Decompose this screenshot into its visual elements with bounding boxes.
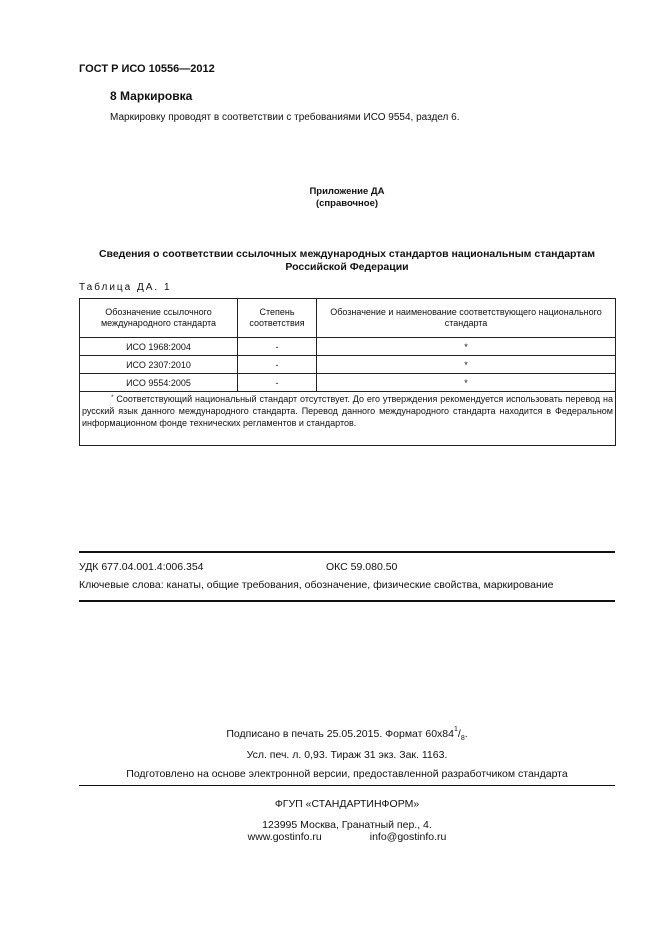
divider-line [79,551,615,553]
publisher-name: ФГУП «СТАНДАРТИНФОРМ» [274,798,420,810]
imprint-signed: Подписано в печать 25.05.2015. Формат $60x84^1/_8$. [226,726,468,742]
note-mark: * [111,395,114,401]
publisher-contacts [0,831,661,843]
table-row [80,356,616,374]
cell-degree: - [238,338,317,356]
udk-code: УДК 677.04.001.4:006.354 [79,561,204,573]
standard-id: ГОСТ Р ИСО 10556—2012 [79,63,215,75]
divider-line [79,785,615,786]
table-header-row [80,299,616,338]
keywords: Ключевые слова: канаты, общие требования, обозначение, физические свойства, маркирование [79,579,554,591]
reference-table [79,298,616,446]
header-international-standard: Обозначение ссылочного международного стандарта [80,299,238,338]
table-row [80,338,616,356]
cell-national: * [317,356,616,374]
section-title: 8 Маркировка [110,89,193,103]
header-national-standard: Обозначение и наименование соответствующего национального стандарта [317,299,616,338]
email-link[interactable]: info@gostinfo.ru [369,831,447,843]
table-note-row [80,392,616,446]
signed-suffix: . [464,728,468,740]
cell-national: * [317,374,616,392]
cell-standard: ИСО 1968:2004 [80,338,238,356]
table-note [80,392,616,446]
table-row [80,374,616,392]
table-heading: Сведения о соответствии ссылочных международных стандартов национальным стандартам Российской Федерации [98,248,596,273]
cell-standard: ИСО 9554:2005 [80,374,238,392]
imprint-prepared: Подготовлено на основе электронной версии, предоставленной разработчиком стандарта [126,768,568,780]
header-compliance-degree: Степень соответствия [238,299,317,338]
note-text: Соответствующий национальный стандарт отсутствует. До его утверждения рекомендуется использовать перевод на русский язык данного международного стандарта. Перевод данного международного стандарта находится в Федеральном информационном фонде технических регламентов и стандартов. [82,394,613,428]
oks-code: ОКС 59.080.50 [326,561,398,573]
cell-national: * [317,338,616,356]
cell-degree: - [238,356,317,374]
annex-title: Приложение ДА [309,186,385,197]
section-text: Маркировку проводят в соответствии с требованиями ИСО 9554, раздел 6. [110,112,460,123]
imprint-sheets: Усл. печ. л. 0,93. Тираж 31 экз. Зак. 1163. [246,749,448,761]
signed-text: Подписано в печать 25.05.2015. Формат 60x84 [226,728,454,740]
format-numerator: 1 [453,726,458,733]
publisher-address: 123995 Москва, Гранатный пер., 4. [262,819,432,831]
website-link[interactable]: www.gostinfo.ru [247,831,322,843]
cell-standard: ИСО 2307:2010 [80,356,238,374]
divider-line [79,600,615,602]
table-label: Таблица ДА. 1 [79,282,172,293]
cell-degree: - [238,374,317,392]
annex-subtitle: (справочное) [315,198,379,209]
format-denominator: 8 [460,735,465,742]
